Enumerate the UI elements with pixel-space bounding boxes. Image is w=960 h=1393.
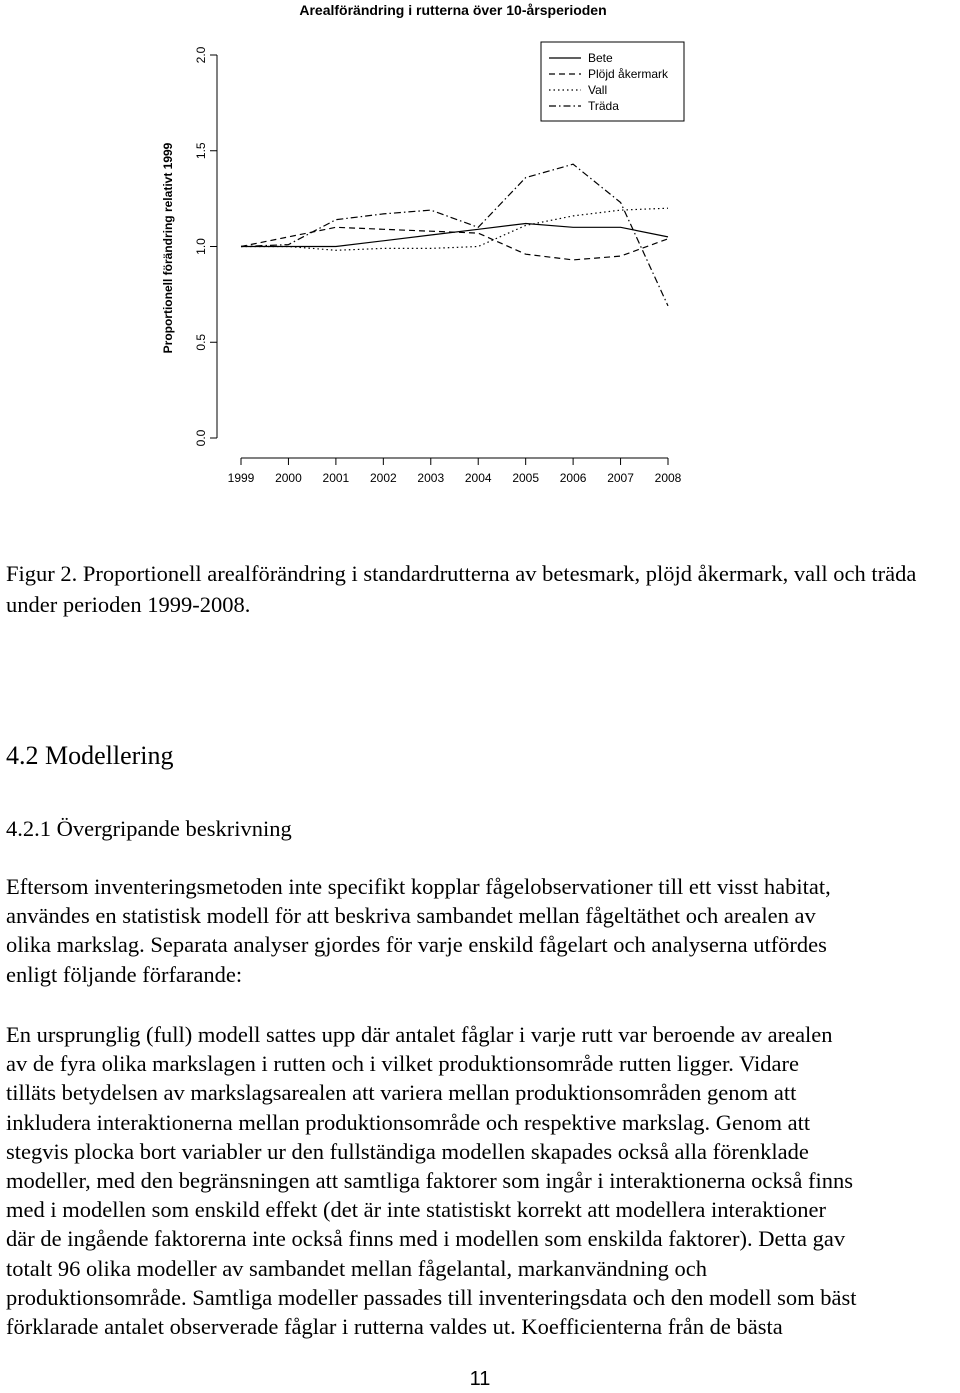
paragraph-line: inkludera interaktionerna mellan produktionsområde och respektive markslag. Genom att xyxy=(6,1109,811,1135)
legend-label: Vall xyxy=(588,83,608,97)
series-line-pl-jd-kermark xyxy=(241,227,668,260)
y-tick-label: 1.0 xyxy=(194,238,208,255)
y-axis-label: Proportionell förändring relativt 1999 xyxy=(161,142,175,354)
y-tick-label: 2.0 xyxy=(194,46,208,64)
legend-label: Bete xyxy=(588,51,613,65)
paragraph-line: En ursprunglig (full) modell sattes upp där antalet fåglar i varje rutt var beroende av arealen xyxy=(6,1022,833,1047)
paragraph-line: där de ingående faktorerna inte också finns med i modellen som enskilda faktorer). Detta gav xyxy=(6,1226,846,1252)
x-tick-label: 2004 xyxy=(464,471,492,485)
x-tick-label: 2002 xyxy=(369,471,397,485)
x-tick-label: 2000 xyxy=(275,471,302,485)
legend-label: Plöjd åkermark xyxy=(588,67,669,81)
subsection-heading: 4.2.1 Övergripande beskrivning xyxy=(6,816,292,841)
paragraph-line: stegvis plocka bort variabler ur den fullständiga modellen skapades också alla förenklade xyxy=(6,1138,809,1164)
legend xyxy=(541,42,684,121)
series-line-vall xyxy=(241,208,668,250)
legend-label: Träda xyxy=(588,99,619,113)
paragraph-line: enligt följande förfarande: xyxy=(6,961,243,987)
paragraph-line: av de fyra olika markslagen i rutten och i vilket produktionsområde rutten ligger. Vidare xyxy=(6,1051,800,1077)
y-tick-label: 1.5 xyxy=(194,142,208,160)
x-tick-label: 1999 xyxy=(227,471,255,485)
paragraph-2 xyxy=(6,1020,956,1341)
paragraph-1 xyxy=(6,872,956,989)
paragraph-line: förklarade antalet observerade fåglar i rutterna valdes ut. Koefficienterna från de bästa xyxy=(6,1314,783,1340)
x-tick-label: 2008 xyxy=(654,471,682,485)
area-change-chart xyxy=(0,0,960,500)
paragraph-line: olika markslag. Separata analyser gjordes för varje enskild fågelart och analyserna utfördes xyxy=(6,932,827,958)
y-axis xyxy=(194,46,217,446)
x-tick-label: 2001 xyxy=(322,471,350,485)
paragraph-line: med i modellen som enskild effekt (det är inte statistiskt korrekt att modellera interaktioner xyxy=(6,1197,826,1223)
series-line-bete xyxy=(241,224,668,247)
paragraph-line: tilläts betydelsen av markslagsarealen att variera mellan produktionsområden genom att xyxy=(6,1080,797,1106)
series-line-tr-da xyxy=(241,164,668,306)
paragraph-line: Eftersom inventeringsmetoden inte specifikt kopplar fågelobservationer till ett visst habitat, xyxy=(6,874,831,899)
paragraph-line: totalt 96 olika modeller av sambandet mellan fågelantal, markanvändning och xyxy=(6,1255,708,1281)
section-heading: 4.2 Modellering xyxy=(6,741,174,770)
x-tick-label: 2006 xyxy=(559,471,587,485)
figure-caption: Figur 2. Proportionell arealförändring i standardrutterna av betesmark, plöjd åkermark, vall och träda under perioden 1999-2008. xyxy=(6,561,917,617)
paragraph-line: modeller, med den begränsningen att samtliga faktorer som ingår i interaktionerna också finns xyxy=(6,1168,853,1194)
x-tick-label: 2005 xyxy=(512,471,540,485)
paragraph-line: produktionsområde. Samtliga modeller passades till inventeringsdata och den modell som bäst xyxy=(6,1284,857,1310)
y-tick-label: 0.0 xyxy=(194,429,208,447)
x-tick-label: 2003 xyxy=(417,471,445,485)
page-number: 11 xyxy=(469,1368,491,1390)
paragraph-line: användes en statistisk modell för att beskriva sambandet mellan fågeltäthet och arealen av xyxy=(6,903,816,929)
chart-title: Arealförändring i rutterna över 10-årsperioden xyxy=(299,2,607,18)
y-tick-label: 0.5 xyxy=(194,333,208,351)
x-tick-label: 2007 xyxy=(607,471,634,485)
series-layer xyxy=(241,164,668,306)
x-axis xyxy=(228,458,682,485)
